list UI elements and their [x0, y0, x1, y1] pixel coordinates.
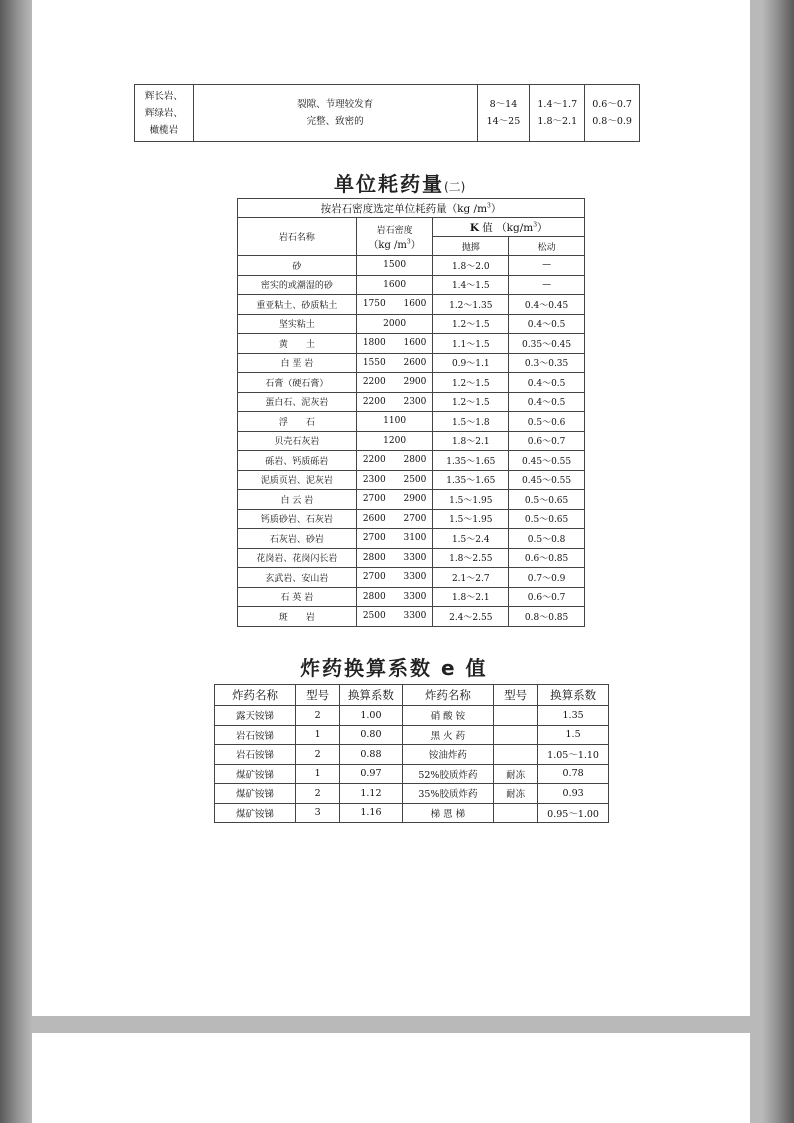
value-cell: [585, 85, 640, 142]
throw-cell: 1.8～2.55: [433, 548, 509, 568]
table-cell: 耐冻: [494, 764, 538, 784]
loose-cell: 0.5～0.65: [509, 509, 585, 529]
unit-charge-table: [237, 198, 585, 627]
loose-cell: 0.4～0.5: [509, 392, 585, 412]
header-throw: 抛掷: [433, 237, 509, 256]
table-cell: 1.00: [340, 706, 403, 726]
rock-name-cell: 黄 土: [238, 334, 357, 354]
header-cell: 炸药名称: [215, 685, 296, 706]
density-cell: 2300 2500: [356, 470, 433, 490]
table-header-row: [215, 685, 609, 706]
rock-name-cell: 重亚粘土、砂质粘土: [238, 295, 357, 315]
value: 0.6～0.7: [592, 99, 632, 110]
table-cell: 耐冻: [494, 784, 538, 804]
table-row: [238, 295, 585, 315]
throw-cell: 1.8～2.1: [433, 431, 509, 451]
throw-cell: 1.2～1.5: [433, 373, 509, 393]
loose-cell: 0.45～0.55: [509, 470, 585, 490]
rock-name-cell: 密实的或潮湿的砂: [238, 275, 357, 295]
throw-cell: 1.35～1.65: [433, 451, 509, 471]
header-rock-name: 岩石名称: [238, 218, 357, 256]
throw-cell: 2.4～2.55: [433, 607, 509, 627]
rock-name-cell: 泥质页岩、泥灰岩: [238, 470, 357, 490]
table-cell: 1.05～1.10: [538, 745, 609, 765]
rock-name-cell: 石 英 岩: [238, 587, 357, 607]
loose-cell: 0.8～0.85: [509, 607, 585, 627]
table-cell: 0.93: [538, 784, 609, 804]
table-row: [238, 470, 585, 490]
rock-line: 辉长岩、: [144, 90, 183, 102]
table-cell: 黑 火 药: [402, 725, 493, 745]
density-cell: 2200 2900: [356, 373, 433, 393]
table-cell: 岩石铵锑: [215, 725, 296, 745]
rock-name-cell: 花岗岩、花岗闪长岩: [238, 548, 357, 568]
table-row: [238, 607, 585, 627]
table-cell: 1.16: [340, 803, 403, 823]
table-row: [238, 334, 585, 354]
table-cell: 0.80: [340, 725, 403, 745]
header-cell: 型号: [296, 685, 340, 706]
section-title: [334, 168, 465, 197]
explosive-conversion-table: [214, 684, 609, 823]
value: 0.8～0.9: [592, 116, 632, 127]
table-cell: 2: [296, 745, 340, 765]
table-row: [238, 490, 585, 510]
table-row: [238, 373, 585, 393]
table-row: [238, 568, 585, 588]
table-row: [215, 764, 609, 784]
loose-cell: 0.7～0.9: [509, 568, 585, 588]
rock-name-cell: 白 垩 岩: [238, 353, 357, 373]
table-row: [238, 353, 585, 373]
rock-name-cell: [135, 85, 194, 142]
loose-cell: —: [509, 275, 585, 295]
header-cell: 换算系数: [538, 685, 609, 706]
table-cell: 35%胶质炸药: [402, 784, 493, 804]
table-row: [238, 275, 585, 295]
table-cell: 2: [296, 784, 340, 804]
rock-name-cell: 坚实粘土: [238, 314, 357, 334]
title-text: 炸药换算系数 e 值: [300, 656, 488, 680]
table-row: [238, 509, 585, 529]
table-cell: 1: [296, 764, 340, 784]
header-k-value: K 值 $(kg/m^3)$: [433, 218, 585, 237]
header-cell: 型号: [494, 685, 538, 706]
throw-cell: 2.1～2.7: [433, 568, 509, 588]
loose-cell: 0.5～0.6: [509, 412, 585, 432]
table-cell: 1: [296, 725, 340, 745]
condition-line: 裂隙、节理较发育: [297, 99, 374, 110]
throw-cell: 1.5～1.8: [433, 412, 509, 432]
throw-cell: 1.35～1.65: [433, 470, 509, 490]
rock-name-cell: 贝壳石灰岩: [238, 431, 357, 451]
rock-name-cell: 钙质砂岩、石灰岩: [238, 509, 357, 529]
table-row: [215, 784, 609, 804]
table-row: [238, 392, 585, 412]
density-cell: 1100: [356, 412, 433, 432]
density-cell: 2600 2700: [356, 509, 433, 529]
title-text: 单位耗药量: [334, 172, 444, 196]
density-cell: 1750 1600: [356, 295, 433, 315]
density-cell: 2500 3300: [356, 607, 433, 627]
table-cell: 硝 酸 铵: [402, 706, 493, 726]
table-cell: 1.5: [538, 725, 609, 745]
header-loose: 松动: [509, 237, 585, 256]
table-cell: [494, 706, 538, 726]
throw-cell: 1.5～1.95: [433, 490, 509, 510]
table-row: [238, 587, 585, 607]
table-row: [238, 431, 585, 451]
loose-cell: 0.4～0.5: [509, 314, 585, 334]
throw-cell: 1.4～1.5: [433, 275, 509, 295]
value: 14～25: [486, 116, 521, 127]
loose-cell: 0.5～0.8: [509, 529, 585, 549]
table-row: [238, 314, 585, 334]
table-row: [238, 256, 585, 276]
title-suffix: (二): [444, 180, 466, 194]
density-cell: 2800 3300: [356, 548, 433, 568]
density-cell: 1500: [356, 256, 433, 276]
value: 1.4～1.7: [537, 99, 578, 110]
value-cell: [530, 85, 585, 142]
density-cell: 2200 2300: [356, 392, 433, 412]
table-row: [215, 725, 609, 745]
table-row: [238, 451, 585, 471]
table-cell: 3: [296, 803, 340, 823]
table-cell: [494, 745, 538, 765]
table-cell: 梯 恩 梯: [402, 803, 493, 823]
throw-cell: 1.2～1.5: [433, 392, 509, 412]
section-title: [300, 652, 488, 681]
density-cell: 1600: [356, 275, 433, 295]
density-cell: 2800 3300: [356, 587, 433, 607]
table-cell: 2: [296, 706, 340, 726]
rock-name-cell: 石灰岩、砂岩: [238, 529, 357, 549]
throw-cell: 1.5～1.95: [433, 509, 509, 529]
table-cell: 煤矿铵锑: [215, 803, 296, 823]
table-row: [215, 745, 609, 765]
condition-cell: [193, 85, 477, 142]
density-cell: 2200 2800: [356, 451, 433, 471]
table-cell: [494, 803, 538, 823]
table-row: [215, 706, 609, 726]
rock-name-cell: 砂: [238, 256, 357, 276]
table-row: [238, 412, 585, 432]
throw-cell: 1.1～1.5: [433, 334, 509, 354]
loose-cell: 0.4～0.45: [509, 295, 585, 315]
rock-name-cell: 石膏（硬石膏）: [238, 373, 357, 393]
table-cell: 岩石铵锑: [215, 745, 296, 765]
table-cell: 0.78: [538, 764, 609, 784]
table-header-row: [238, 218, 585, 237]
throw-cell: 1.8～2.0: [433, 256, 509, 276]
header-cell: 换算系数: [340, 685, 403, 706]
rock-name-cell: 砾岩、钙质砾岩: [238, 451, 357, 471]
rock-name-cell: 蛋白石、泥灰岩: [238, 392, 357, 412]
loose-cell: 0.3～0.35: [509, 353, 585, 373]
throw-cell: 0.9～1.1: [433, 353, 509, 373]
loose-cell: 0.45～0.55: [509, 451, 585, 471]
loose-cell: 0.5～0.65: [509, 490, 585, 510]
rock-name-cell: 斑 岩: [238, 607, 357, 627]
throw-cell: 1.5～2.4: [433, 529, 509, 549]
density-cell: 1200: [356, 431, 433, 451]
loose-cell: 0.6～0.85: [509, 548, 585, 568]
rock-line: 辉绿岩、: [144, 107, 183, 119]
throw-cell: 1.2～1.35: [433, 295, 509, 315]
loose-cell: 0.35～0.45: [509, 334, 585, 354]
density-cell: 2000: [356, 314, 433, 334]
document-page: [32, 1033, 750, 1123]
header-cell: 炸药名称: [402, 685, 493, 706]
rock-condition-table: [134, 84, 640, 142]
loose-cell: —: [509, 256, 585, 276]
table-cell: 1.12: [340, 784, 403, 804]
throw-cell: 1.2～1.5: [433, 314, 509, 334]
table-caption: 按岩石密度选定单位耗药量（kg $/m^3$）: [238, 199, 585, 218]
table-cell: 0.97: [340, 764, 403, 784]
density-cell: 1550 2600: [356, 353, 433, 373]
loose-cell: 0.6～0.7: [509, 587, 585, 607]
rock-name-cell: 白 云 岩: [238, 490, 357, 510]
loose-cell: 0.6～0.7: [509, 431, 585, 451]
table-row: [238, 548, 585, 568]
header-density: 岩石密度 （kg $/m^3$）: [356, 218, 433, 256]
value: 1.8～2.1: [537, 116, 578, 127]
table-cell: 0.88: [340, 745, 403, 765]
table-cell: 52%胶质炸药: [402, 764, 493, 784]
loose-cell: 0.4～0.5: [509, 373, 585, 393]
document-page: [32, 0, 750, 1016]
value-cell: [477, 85, 530, 142]
rock-name-cell: 浮 石: [238, 412, 357, 432]
value: 8～14: [489, 99, 518, 110]
density-cell: 2700 3300: [356, 568, 433, 588]
table-row: [135, 85, 640, 142]
rock-name-cell: 玄武岩、安山岩: [238, 568, 357, 588]
table-cell: 煤矿铵锑: [215, 784, 296, 804]
density-cell: 2700 3100: [356, 529, 433, 549]
table-cell: 露天铵锑: [215, 706, 296, 726]
table-cell: 0.95～1.00: [538, 803, 609, 823]
table-row: [238, 529, 585, 549]
density-cell: 1800 1600: [356, 334, 433, 354]
condition-line: 完整、致密的: [306, 116, 364, 127]
table-cell: 1.35: [538, 706, 609, 726]
table-cell: 铵油炸药: [402, 745, 493, 765]
throw-cell: 1.8～2.1: [433, 587, 509, 607]
table-cell: 煤矿铵锑: [215, 764, 296, 784]
density-cell: 2700 2900: [356, 490, 433, 510]
table-row: [215, 803, 609, 823]
table-caption-row: [238, 199, 585, 218]
rock-line: 橄榄岩: [149, 124, 179, 136]
table-cell: [494, 725, 538, 745]
